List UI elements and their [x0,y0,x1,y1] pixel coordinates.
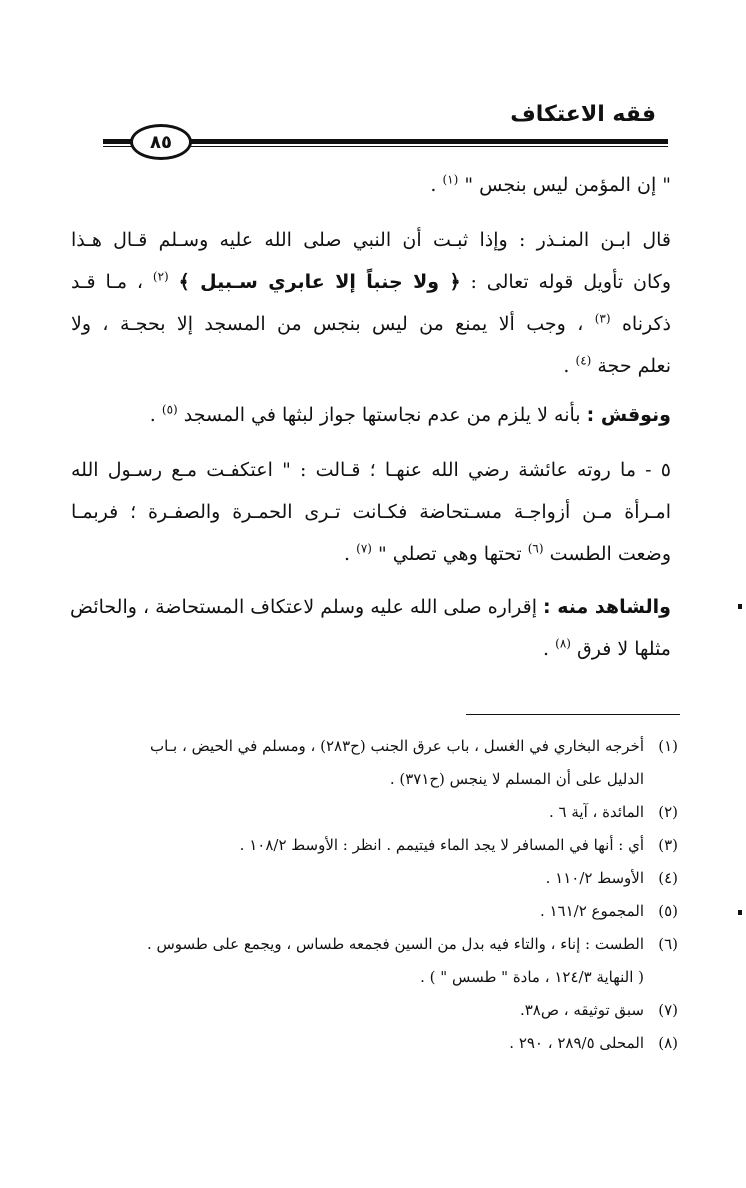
hadith-text: " إن المؤمن ليس بنجس " [464,174,671,196]
text-fragment: تحتها وهي تصلي " [378,543,522,565]
text-fragment: نعلم حجة [597,355,671,377]
footnote-ref: (٨) [555,636,571,651]
footnote-text: الطست : إناء ، والتاء فيه بدل من السين فجمعه طساس ، ويجمع على طسوس . [146,935,644,953]
text-line [71,586,671,628]
text-fragment: بأنه لا يلزم من عدم نجاستها جواز لبثها في المسجد [183,404,581,426]
paragraph-objection [71,394,671,436]
objection-label: ونوقش : [586,404,671,426]
margin-mark [738,910,742,915]
footnote-number: (٥) [658,902,678,920]
footnote-text: المجموع ١٦١/٢ . [539,902,644,920]
footnote-line [78,1027,678,1060]
footnote-number: (٨) [658,1034,678,1052]
text-line: قال ابـن المنـذر : وإذا ثبـت أن النبي صلى الله عليه وسـلم قـال هـذا [71,229,671,251]
text-line: امـرأة مـن أزواجـة مسـتحاضة فكـانت تـرى الحمـرة والصفـرة ؛ فربمـا [71,501,671,523]
paragraph-ibn-almundhir [71,219,671,387]
paragraph-evidence [71,586,671,670]
footnote-ref: (٢) [152,269,169,284]
page-number: ٨٥ [130,124,192,160]
text-fragment: وكان تأويل قوله تعالى : [470,271,672,293]
footnote-line [78,796,678,829]
footnote-line [78,895,678,928]
footnote-ref: (٤) [575,353,592,368]
hadith-line [71,164,671,206]
footnote-number: (٤) [658,869,678,887]
footnote-number: (٦) [658,935,678,953]
main-text [71,164,671,206]
text-fragment: . [344,543,351,565]
footnote-separator [466,714,680,715]
text-fragment: . [563,355,570,377]
text-fragment: مثلها لا فرق [577,638,671,660]
evidence-label: والشاهد منه : [543,596,671,618]
footnote-text: ( النهاية ١٢٤/٣ ، مادة " طسس " ) . [420,968,644,986]
text-fragment: ذكرناه [621,313,671,335]
footnote-ref: (٣) [594,311,611,326]
footnote-line [78,730,678,763]
footnote-number: (٣) [658,836,678,854]
footnote-number: (٢) [658,803,678,821]
text-line [71,533,671,575]
text-fragment: . [543,638,550,660]
text-line: ٥ - ما روته عائشة رضي الله عنهـا ؛ قـالت : " اعتكفـت مـع رسـول الله [71,459,671,481]
footnote-text: أخرجه البخاري في الغسل ، باب عرق الجنب (ح٢٨٣) ، ومسلم في الحيض ، بـاب [149,737,644,755]
text-fragment: وضعت الطست [549,543,671,565]
footnote-line [78,829,678,862]
footnote-number: (٧) [658,1001,678,1019]
paragraph-aisha [71,449,671,575]
text-fragment: ، مـا قـد [71,271,144,293]
footnote-line [78,862,678,895]
footnote-number: (١) [658,737,678,755]
footnote-line [78,763,678,796]
footnote-text: المائدة ، آية ٦ . [548,803,644,821]
footnote-text: سبق توثيقه ، ص٣٨. [519,1001,644,1019]
footnote-text: المحلى ٢٨٩/٥ ، ٢٩٠ . [509,1034,644,1052]
page-title: فقه الاعتكاف [510,102,656,127]
text-fragment: . [149,404,156,426]
footnote-text: الأوسط ١١٠/٢ . [545,869,644,887]
hadith-end: . [430,174,437,196]
text-fragment: إقراره صلى الله عليه وسلم لاعتكاف المستحاضة ، والحائض [70,596,537,618]
footnote-text: الدليل على أن المسلم لا ينجس (ح٣٧١) . [389,770,644,788]
text-line [71,628,671,670]
text-line [71,303,671,345]
text-line [71,261,671,303]
quran-quote: ﴿ ولا جنباً إلا عابري سـبيل ﴾ [178,271,461,293]
text-line [71,345,671,387]
footnote-line [78,961,678,994]
text-fragment: ، وجب ألا يمنع من ليس بنجس من المسجد إلا بحجـة ، ولا [71,313,584,335]
footnote-ref: (٧) [356,541,372,556]
footnotes [78,730,678,1060]
margin-mark [738,604,742,609]
text-line [71,394,671,436]
footnote-line [78,928,678,961]
footnote-ref: (٦) [527,541,544,556]
footnote-ref: (٥) [161,402,178,417]
footnote-line [78,994,678,1027]
footnote-ref: (١) [442,172,459,187]
footnote-text: أي : أنها في المسافر لا يجد الماء فيتيمم . انظر : الأوسط ١٠٨/٢ . [239,836,644,854]
